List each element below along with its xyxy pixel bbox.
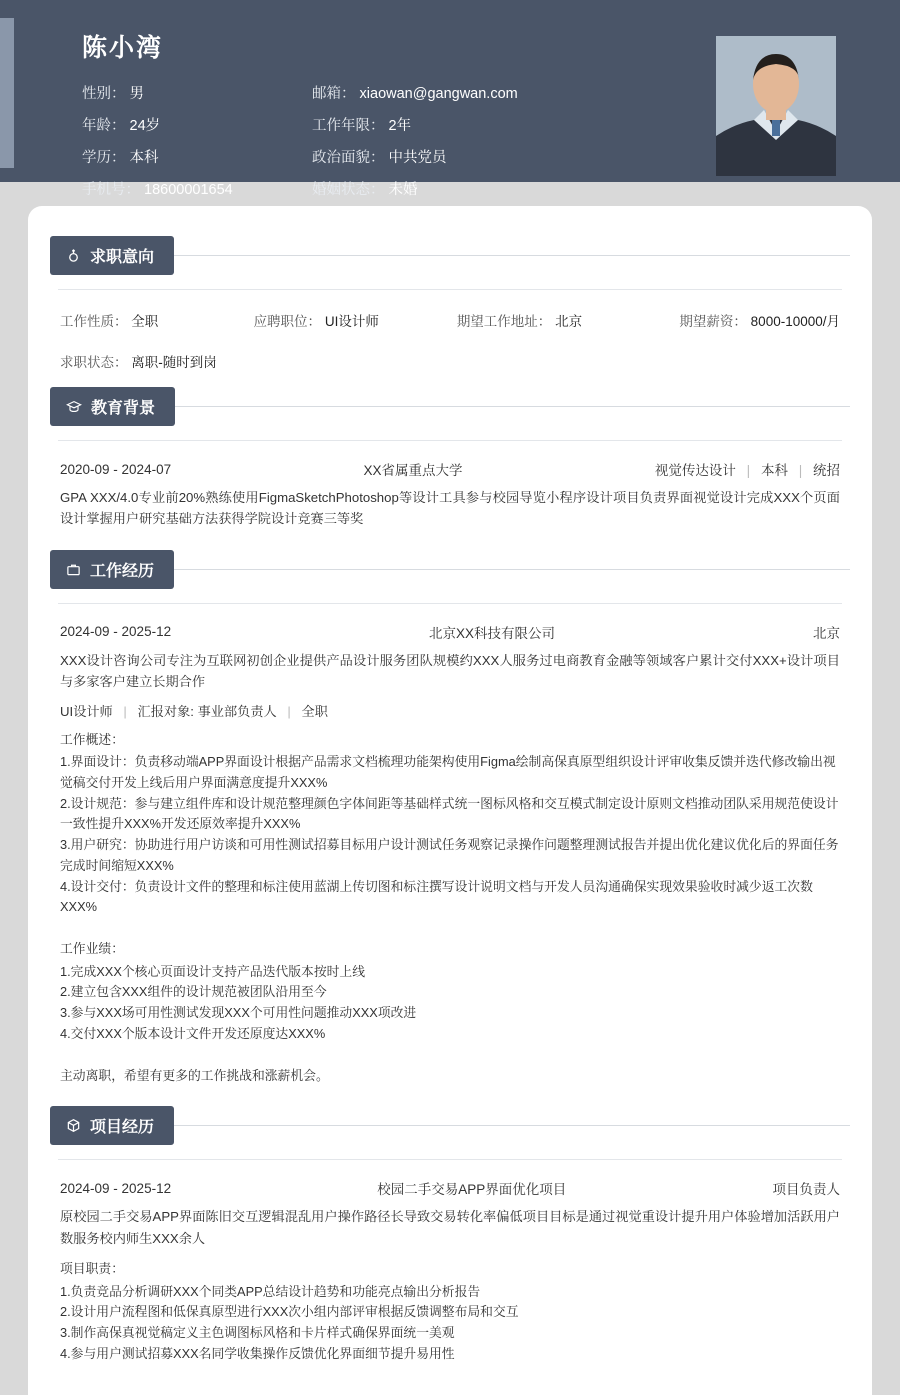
profile-field-value: 18600001654 — [144, 182, 233, 198]
project-description: 原校园二手交易APP界面陈旧交互逻辑混乱用户操作路径长导致交易转化率偏低项目目标是通过视觉重设计提升用户体验增加活跃用户数服务校内师生XXX余人 — [60, 1209, 840, 1246]
separator: | — [123, 703, 127, 719]
intention-row-1 — [50, 302, 850, 330]
section-rule — [170, 255, 850, 256]
field-label: 期望工作地址： — [456, 314, 552, 329]
education-row — [50, 455, 850, 479]
field-label: 求职状态： — [60, 355, 128, 370]
header-accent-bar — [0, 18, 14, 168]
profile-field-value: 中共党员 — [388, 150, 447, 166]
section-rule — [170, 569, 850, 570]
profile-field — [82, 178, 312, 199]
profile-field-value: 男 — [129, 86, 145, 102]
divider — [58, 1159, 842, 1160]
education-date: 2020-09 - 2024-07 — [60, 461, 172, 477]
profile-field-value: 2年 — [388, 118, 412, 134]
section-header — [50, 550, 850, 589]
profile-field-value: 24岁 — [129, 118, 161, 134]
work-date: 2024-09 - 2025-12 — [60, 624, 172, 640]
project-role: 项目负责人 — [772, 1182, 840, 1198]
intention-row-2 — [50, 343, 850, 371]
section-tag — [50, 387, 175, 426]
profile-field-label: 性别： — [82, 86, 126, 102]
work-meta — [50, 693, 850, 720]
education-type: 统招 — [813, 463, 840, 478]
separator: | — [746, 463, 751, 478]
intention-field — [679, 310, 840, 330]
profile-field-label: 手机号： — [82, 182, 140, 198]
section-header — [50, 387, 850, 426]
project-duties — [50, 1249, 850, 1365]
project-name: 校园二手交易APP界面优化项目 — [377, 1182, 567, 1198]
intention-field — [254, 310, 457, 330]
section-title: 求职意向 — [90, 249, 155, 266]
project-row — [50, 1174, 850, 1198]
work-report: 汇报对象: 事业部负责人 — [137, 703, 277, 719]
section-title: 教育背景 — [91, 400, 156, 417]
field-value: 北京 — [555, 314, 583, 329]
target-icon — [66, 248, 81, 263]
briefcase-icon — [66, 562, 81, 577]
work-company-intro: XXX设计咨询公司专注为互联网初创企业提供产品设计服务团队规模约XXX人服务过电商教育金融等领域客户累计交付XXX+设计项目与多家客户建立长期合作 — [60, 652, 840, 690]
divider — [58, 603, 842, 604]
profile-field — [82, 82, 312, 103]
intention-field — [60, 351, 217, 371]
education-meta — [655, 459, 840, 479]
work-performance — [50, 929, 850, 1045]
spacer — [50, 918, 850, 929]
education-degree: 本科 — [760, 463, 788, 478]
spacer — [50, 1045, 850, 1056]
section-title: 项目经历 — [90, 1119, 155, 1137]
intention-field — [60, 310, 254, 330]
profile-field-label: 工作年限： — [312, 118, 385, 134]
separator: | — [798, 463, 803, 478]
profile-field-label: 年龄： — [82, 118, 126, 134]
work-performance-item: 1.完成XXX个核心页面设计支持产品迭代版本按时上线 — [60, 963, 366, 979]
divider — [58, 440, 842, 441]
field-value: 全职 — [131, 314, 159, 329]
section-education — [28, 387, 872, 546]
separator: | — [287, 703, 291, 719]
resume-header — [0, 0, 900, 198]
section-intention — [28, 236, 872, 371]
section-work — [28, 550, 872, 1103]
work-performance-item: 4.交付XXX个版本设计文件开发还原度达XXX% — [60, 1025, 326, 1041]
work-company: 北京XX科技有限公司 — [429, 625, 556, 641]
project-date: 2024-09 - 2025-12 — [60, 1180, 172, 1196]
field-label: 期望薪资： — [679, 314, 747, 329]
project-duty-title: 项目职责： — [60, 1261, 124, 1277]
section-tag — [50, 236, 174, 275]
work-summary-item: 4.设计交付：负责设计文件的整理和标注使用蓝湖上传切图和标注撰写设计说明文档与开发人员沟通确保实现效果验收时减少返工次数XXX% — [60, 878, 813, 915]
graduation-cap-icon — [66, 399, 82, 414]
project-duty-item: 3.制作高保真视觉稿定义主色调图标风格和卡片样式确保界面统一美观 — [60, 1325, 455, 1341]
profile-field — [312, 178, 860, 199]
project-duty-item: 4.参与用户测试招募XXX名同学收集操作反馈优化界面细节提升易用性 — [60, 1345, 455, 1361]
avatar — [716, 36, 836, 176]
project-duty-item: 1.负责竞品分析调研XXX个同类APP总结设计趋势和功能亮点输出分析报告 — [60, 1283, 481, 1299]
work-summary-item: 3.用户研究：协助进行用户访谈和可用性测试招募目标用户设计测试任务观察记录操作问题整理测试报告并提出优化建议优化后的界面任务完成时间缩短XXX% — [60, 837, 839, 873]
profile-field-label: 政治面貌： — [312, 150, 385, 166]
education-description: GPA XXX/4.0专业前20%熟练使用FigmaSketchPhotoshop等设计工具参与校园导览小程序设计项目负责界面视觉设计完成XXX个页面设计掌握用户研究基础方法获得学院设计竞赛三等奖 — [60, 490, 840, 527]
education-school: XX省属重点大学 — [363, 463, 463, 478]
section-header — [50, 236, 850, 275]
candidate-name: 陈小湾 — [82, 34, 164, 62]
project-duty-item: 2.设计用户流程图和低保真原型进行XXX次小组内部评审根据反馈调整布局和交互 — [60, 1304, 519, 1320]
work-performance-item: 2.建立包含XXX组件的设计规范被团队沿用至今 — [60, 984, 327, 1000]
work-leave-reason: 主动离职，希望有更多的工作挑战和涨薪机会。 — [60, 1067, 329, 1083]
work-summary-item: 1.界面设计：负责移动端APP界面设计根据产品需求文档梳理功能架构使用Figma绘制高保真原型组织设计评审收集反馈并迭代修改输出视觉稿交付开发上线后用户界面满意度提升XXX% — [60, 754, 836, 790]
work-summary — [50, 720, 850, 918]
divider — [58, 289, 842, 290]
profile-field-value: xiaowan@gangwan.com — [359, 86, 518, 102]
work-role: UI设计师 — [60, 703, 113, 719]
section-tag — [50, 550, 174, 589]
field-label: 应聘职位： — [253, 314, 322, 329]
profile-field-value: 未婚 — [388, 182, 418, 198]
field-label: 工作性质： — [60, 314, 128, 329]
profile-field-value: 本科 — [129, 150, 159, 166]
work-performance-item: 3.参与XXX场可用性测试发现XXX个可用性问题推动XXX项改进 — [60, 1005, 417, 1021]
field-value: UI设计师 — [324, 314, 379, 329]
field-value: 离职-随时到岗 — [131, 355, 217, 370]
field-value: 8000-10000/月 — [750, 314, 840, 329]
profile-field-label: 学历： — [82, 150, 126, 166]
section-rule — [171, 406, 850, 407]
profile-field — [82, 114, 312, 135]
profile-field-label: 邮箱： — [312, 86, 356, 102]
work-summary-title: 工作概述： — [60, 731, 124, 747]
intention-field — [457, 310, 680, 330]
profile-field — [82, 146, 312, 167]
work-location: 北京 — [813, 625, 840, 641]
work-performance-title: 工作业绩： — [60, 940, 124, 956]
profile-field-label: 婚姻状态： — [312, 182, 385, 198]
cube-icon — [66, 1118, 81, 1133]
section-tag — [50, 1106, 174, 1145]
section-title: 工作经历 — [90, 562, 155, 580]
education-major: 视觉传达设计 — [654, 463, 736, 478]
section-header — [50, 1106, 850, 1145]
work-row — [50, 618, 850, 642]
section-project — [28, 1106, 872, 1364]
work-nature: 全职 — [301, 703, 328, 719]
section-rule — [170, 1125, 850, 1126]
resume-body — [28, 206, 872, 1395]
work-summary-item: 2.设计规范：参与建立组件库和设计规范整理颜色字体间距等基础样式统一图标风格和交互模式制定设计原则文档推动团队采用规范使设计一致性提升XXX%开发还原效率提升XXX% — [60, 795, 839, 832]
